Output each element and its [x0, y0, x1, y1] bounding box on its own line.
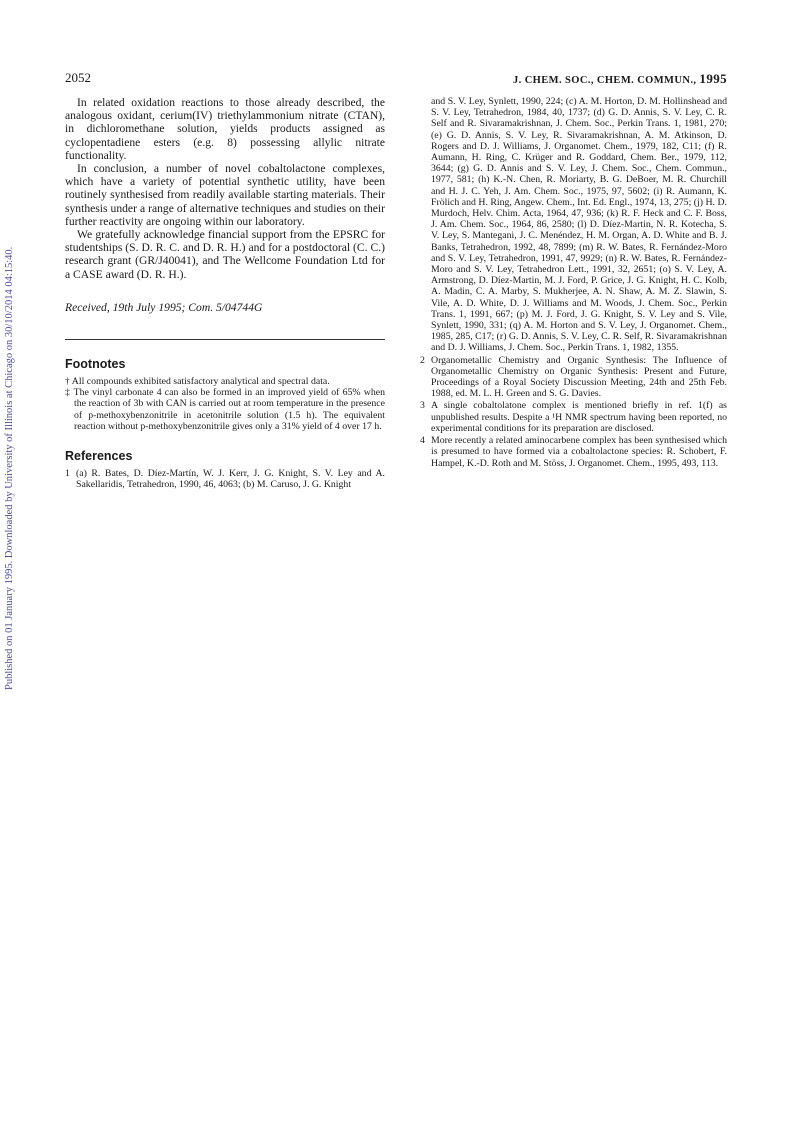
page-number: 2052 — [65, 70, 91, 85]
left-column — [65, 96, 385, 490]
reference-number: 3 — [420, 400, 425, 412]
reference-item — [65, 468, 385, 490]
reference-text: A single cobaltolatone complex is mentioned briefly in ref. 1(f) as unpublished results. Despite a ¹H NMR spectrum having been reported, no experimental conditions for its preparation are disclosed. — [431, 400, 727, 434]
reference-item-continued — [420, 96, 727, 354]
reference-number: 1 — [65, 468, 70, 480]
download-watermark: Published on 01 January 1995. Downloaded by University of Illinois at Chicago on 30/10/2014 04:15:40. — [4, 246, 15, 690]
received-line: Received, 19th July 1995; Com. 5/04744G — [65, 300, 263, 314]
footnotes-heading: Footnotes — [65, 357, 126, 372]
reference-number: 4 — [420, 435, 425, 447]
reference-text: Organometallic Chemistry and Organic Synthesis: The Influence of Organometallic Chemistry on Organic Synthesis: Present and Future, Proceedings of a Royal Society Discussion Meeting, 24th and 25th Feb. 1988, ed. M. L. H. Green and S. G. Davies. — [431, 354, 727, 400]
reference-item — [420, 435, 727, 469]
body-paragraph: In conclusion, a number of novel cobaltolactone complexes, which have a variety of potential synthetic utility, have been routinely synthesised from readily available starting materials. Their synthesis under a range of alternative techniques and studies on their further reactivity are ongoing within our laboratory. — [65, 162, 385, 228]
reference-item — [420, 355, 727, 400]
footnote-item: ‡ The vinyl carbonate 4 can also be formed in an improved yield of 65% when the reaction of 3b with CAN is carried out at room temperature in the presence of p-methoxybenzonitrile in acetonitrile solution (1.5 h). The equivalent reaction without p-methoxybenzonitrile gives only a 31% yield of 4 over 17 h. — [65, 387, 385, 432]
reference-text: and S. V. Ley, Synlett, 1990, 224; (c) A. M. Horton, D. M. Hollinshead and S. V. Ley, Tetrahedron, 1984, 40, 1737; (d) G. D. Annis, S. V. Ley, C. R. Self and R. Sivaramakrishnan, J. Chem. Soc., Perkin Trans. 1, 1981, 270; (e) G. D. Annis, S. V. Ley, R. Sivaramakrishnan, A. M. Atkinson, D. Rogers and D. J. Williams, J. Organomet. Chem., 1979, 182, C11; (f) R. Aumann, H. Ring, C. Krüger and R. Goddard, Chem. Ber., 1979, 112, 3644; (g) G. D. Annis and S. V. Ley, J. Chem. Soc., Chem. Commun., 1977, 581; (h) K.-N. Chen, R. Moriarty, B. G. DeBoer, M. R. Churchill and H. J. C. Yeh, J. Am. Chem. Soc., 1975, 97, 5602; (i) R. Aumann, K. Frölich and H. Ring, Angew. Chem., Int. Ed. Engl., 1974, 13, 275; (j) H. D. Murdoch, Helv. Chim. Acta, 1964, 47, 936; (k) R. F. Heck and C. F. Boss, J. Am. Chem. Soc., 1964, 86, 2580; (l) D. Díez-Martin, N. R. Kotecha, S. V. Ley, S. Mantegani, J. C. Menéndez, H. M. Organ, A. D. White and B. J. Banks, Tetrahedron, 1992, 48, 7899; (m) R. W. Bates, R. Fernández-Moro and S. V. Ley, Tetrahedron, 1991, 47, 9929; (n) R. W. Bates, R. Fernández-Moro and S. V. Ley, Tetrahedron Lett., 1991, 32, 2651; (o) S. V. Ley, A. Armstrong, D. Díez-Martin, M. J. Ford, P. Grice, J. G. Knight, H. C. Kolb, A. Madin, C. A. Marby, S. Mukherjee, A. N. Shaw, A. M. Z. Slawin, S. Vile, A. D. White, D. J. Williams and M. Woods, J. Chem. Soc., Perkin Trans. 1, 1991, 667; (p) M. J. Ford, J. G. Knight, S. V. Ley and S. Vile, Synlett, 1990, 331; (q) A. M. Horton and S. V. Ley, J. Organomet. Chem., 1985, 285, C17; (r) G. D. Annis, S. V. Ley, C. R. Self, R. Sivaramakrishnan and D. J. Williams, J. Chem. Soc., Perkin Trans. 1, 1982, 1355. — [431, 96, 727, 354]
journal-header — [513, 71, 727, 87]
reference-list-right — [420, 96, 727, 469]
reference-list-left — [65, 468, 385, 490]
body-paragraph: In related oxidation reactions to those already described, the analogous oxidant, cerium(IV) triethylammonium nitrate (CTAN), in dichloromethane solution, yields products assigned as cyclopentadiene esters (e.g. 8) possessing allylic nitrate functionality. — [65, 96, 385, 162]
reference-text: (a) R. Bates, D. Díez-Martín, W. J. Kerr, J. G. Knight, S. V. Ley and A. Sakellaridis, Tetrahedron, 1990, 46, 4063; (b) M. Caruso, J. G. Knight — [76, 468, 385, 491]
journal-title: J. CHEM. SOC., CHEM. COMMUN., — [513, 75, 697, 86]
journal-year: 1995 — [699, 71, 728, 86]
acknowledgement-paragraph: We gratefully acknowledge financial support from the EPSRC for studentships (S. D. R. C. and D. R. H.) and for a postdoctoral (C. C.) research grant (GR/J40041), and The Wellcome Foundation Ltd for a CASE award (D. R. H.). — [65, 228, 385, 281]
references-heading: References — [65, 449, 133, 464]
reference-text: More recently a related aminocarbene complex has been synthesised which is presumed to have formed via a cobaltolactone species: R. Schobert, F. Hampel, K.-D. Roth and M. Stöss, J. Organomet. Chem., 1995, 493, 113. — [431, 435, 727, 469]
reference-number: 2 — [420, 354, 425, 366]
footnote-item: † All compounds exhibited satisfactory analytical and spectral data. — [65, 376, 330, 388]
right-column — [420, 96, 727, 469]
reference-item — [420, 400, 727, 434]
section-divider — [65, 339, 385, 340]
